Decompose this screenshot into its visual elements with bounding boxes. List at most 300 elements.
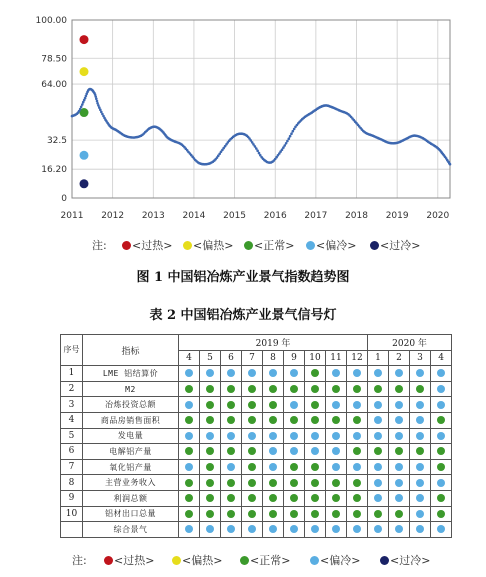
cool-signal-icon [374,463,382,471]
cool-signal-icon [437,401,445,409]
normal-signal-icon [437,494,445,502]
signal-cell [389,444,410,460]
signal-cell [389,506,410,522]
signal-cell [431,366,452,382]
cool-signal-icon [332,401,340,409]
signal-table [60,334,452,538]
normal-signal-icon [437,463,445,471]
cool-signal-icon [248,525,256,533]
signal-cell [326,412,347,428]
signal-cell [221,506,242,522]
normal-signal-icon [206,463,214,471]
normal-signal-icon [395,447,403,455]
cool-signal-icon [311,432,319,440]
series-point [96,100,99,103]
cool-signal-icon [185,369,193,377]
cool-signal-icon [437,369,445,377]
signal-cell [284,381,305,397]
overcool-dot-icon [380,556,389,565]
normal-signal-icon [227,416,235,424]
table-row [61,522,452,538]
cool-signal-icon [374,432,382,440]
cool-signal-icon [416,369,424,377]
cool-signal-icon [374,416,382,424]
x-tick-label: 2019 [385,211,409,221]
signal-cell [431,428,452,444]
normal-signal-icon [248,447,256,455]
signal-cell [284,522,305,538]
signal-cell [242,522,263,538]
indicator-name: 利润总额 [83,490,179,506]
signal-cell [200,490,221,506]
signal-cell [179,506,200,522]
y-tick-label: 32.5 [46,136,67,147]
cool-signal-icon [290,432,298,440]
signal-cell [200,428,221,444]
series-point [289,135,292,138]
signal-cell [305,397,326,413]
signal-cell [347,381,368,397]
signal-cell [263,459,284,475]
signal-cell [179,412,200,428]
normal-signal-icon [227,385,235,393]
cool-signal-icon [395,463,403,471]
signal-cell [431,444,452,460]
y-tick-label: 64.00 [41,80,67,91]
legend-cool [306,237,356,253]
normal-signal-icon [353,385,361,393]
signal-cell [389,397,410,413]
legend-label: 注: [92,239,107,252]
signal-cell [221,428,242,444]
signal-cell [389,428,410,444]
signal-cell [179,522,200,538]
cool-signal-icon [206,369,214,377]
signal-cell [389,475,410,491]
normal-signal-icon [269,401,277,409]
signal-cell [431,506,452,522]
normal-signal-icon [227,401,235,409]
normal-signal-icon [206,385,214,393]
normal-signal-icon [416,385,424,393]
signal-cell [389,412,410,428]
normal-signal-icon [227,510,235,518]
cool-signal-icon [269,432,277,440]
series-point [81,103,84,106]
warm-dot-icon [172,556,181,565]
series-line [72,89,450,164]
signal-cell [284,412,305,428]
normal-signal-icon [353,510,361,518]
indicator-name: M2 [83,381,179,397]
normal-signal-icon [290,416,298,424]
x-tick-label: 2020 [426,211,450,221]
indicator-name: 氧化铝产量 [83,459,179,475]
signal-cell [200,397,221,413]
normal-signal-icon [374,447,382,455]
month-header: 11 [326,350,347,366]
signal-cell [410,475,431,491]
cool-signal-icon [374,479,382,487]
normal-signal-icon [374,510,382,518]
normal-signal-icon [332,479,340,487]
legend-cool [310,552,360,568]
series-point [449,163,452,166]
signal-cell [179,444,200,460]
legend-overcool [380,552,430,568]
table-header-years [61,335,452,351]
legend-normal [240,552,290,568]
cool-signal-icon [311,525,319,533]
row-number: 1 [61,366,83,382]
normal-signal-icon [353,447,361,455]
signal-cell [200,475,221,491]
y-tick-label: 16.20 [41,165,67,176]
cool-signal-icon [248,432,256,440]
x-tick-label: 2014 [182,211,206,221]
cool-signal-icon [206,432,214,440]
signal-cell [305,428,326,444]
y-tick-label: 0 [61,194,67,204]
signal-cell [200,459,221,475]
chart-legend [0,236,486,252]
normal-signal-icon [206,494,214,502]
signal-cell [284,475,305,491]
signal-cell [179,428,200,444]
row-number: 3 [61,397,83,413]
signal-cell [368,459,389,475]
trend-chart [0,0,486,250]
signal-cell [200,444,221,460]
legend-overheat-text: <过热> [132,239,173,252]
table-row [61,459,452,475]
normal-signal-icon [332,494,340,502]
month-header: 4 [431,350,452,366]
cool-signal-icon [395,369,403,377]
signal-cell [284,506,305,522]
series-point [285,142,288,145]
cool-signal-icon [185,432,193,440]
month-header: 5 [200,350,221,366]
row-number: 10 [61,506,83,522]
figure-caption: 图 1 中国铝冶炼产业景气指数趋势图 [136,270,350,285]
overheat-dot-icon [122,241,131,250]
zone-marker-cool [80,151,89,160]
x-tick-label: 2012 [101,211,125,221]
cool-signal-icon [185,463,193,471]
cool-signal-icon [311,447,319,455]
signal-cell [410,412,431,428]
x-tick-label: 2015 [223,211,247,221]
signal-cell [179,490,200,506]
signal-cell [347,490,368,506]
month-header: 8 [263,350,284,366]
cool-signal-icon [374,401,382,409]
cool-signal-icon [290,369,298,377]
signal-cell [200,506,221,522]
cool-signal-icon [395,432,403,440]
row-number: 4 [61,412,83,428]
table-row [61,366,452,382]
cool-signal-icon [353,432,361,440]
cool-signal-icon [395,525,403,533]
cool-signal-icon [416,479,424,487]
signal-cell [263,475,284,491]
series-points [71,88,452,166]
signal-cell [179,459,200,475]
normal-signal-icon [290,510,298,518]
legend-overheat [122,237,172,253]
normal-signal-icon [248,479,256,487]
signal-cell [347,506,368,522]
signal-cell [179,397,200,413]
signal-cell [284,459,305,475]
series-point [255,147,258,150]
cool-signal-icon [416,494,424,502]
signal-cell [284,490,305,506]
row-number: 6 [61,444,83,460]
signal-cell [431,522,452,538]
series-point [283,144,286,147]
cool-signal-icon [437,385,445,393]
cool-signal-icon [290,525,298,533]
signal-cell [242,459,263,475]
signal-cell [326,397,347,413]
normal-signal-icon [311,463,319,471]
cool-signal-icon [395,401,403,409]
normal-signal-icon [248,416,256,424]
signal-cell [326,444,347,460]
normal-signal-icon [185,479,193,487]
signal-cell [347,522,368,538]
x-tick-label: 2013 [141,211,165,221]
indicator-name: 电解铝产量 [83,444,179,460]
cool-signal-icon [395,494,403,502]
signal-cell [263,444,284,460]
row-number: 8 [61,475,83,491]
signal-cell [347,475,368,491]
signal-cell [389,366,410,382]
legend-cool-text: <偏冷> [316,239,357,252]
normal-signal-icon [269,479,277,487]
signal-cell [410,444,431,460]
overcool-dot-icon [370,241,379,250]
signal-cell [200,381,221,397]
legend-normal [244,237,294,253]
y-axis-ticks [36,16,68,204]
cool-signal-icon [269,463,277,471]
normal-signal-icon [290,494,298,502]
normal-signal-icon [248,385,256,393]
normal-signal-icon [311,416,319,424]
indicator-name: LME 铝结算价 [83,366,179,382]
cool-signal-icon [395,479,403,487]
signal-cell [410,522,431,538]
normal-signal-icon [185,416,193,424]
cool-signal-icon [185,401,193,409]
normal-signal-icon [311,401,319,409]
month-header: 10 [305,350,326,366]
signal-cell [221,397,242,413]
cool-signal-icon [332,447,340,455]
cool-signal-icon [227,463,235,471]
x-tick-label: 2011 [60,211,84,221]
signal-cell [179,381,200,397]
signal-cell [242,366,263,382]
signal-cell [368,412,389,428]
signal-cell [410,490,431,506]
series-point [258,152,261,155]
x-tick-label: 2017 [304,211,328,221]
normal-signal-icon [374,385,382,393]
signal-cell [410,506,431,522]
month-header: 4 [179,350,200,366]
table-row [61,490,452,506]
signal-cell [389,381,410,397]
y-tick-label: 78.50 [41,54,67,65]
signal-cell [347,397,368,413]
normal-dot-icon [244,241,253,250]
signal-cell [368,366,389,382]
normal-signal-icon [332,416,340,424]
y-tick-label: 100.00 [35,16,67,26]
zone-marker-overcool [80,179,89,188]
signal-cell [242,475,263,491]
year-header-2020: 2020 年 [368,335,452,351]
signal-cell [410,459,431,475]
signal-cell [284,397,305,413]
cool-signal-icon [332,463,340,471]
signal-cell [179,366,200,382]
signal-cell [326,522,347,538]
cool-signal-icon [206,525,214,533]
signal-cell [305,490,326,506]
normal-signal-icon [206,416,214,424]
x-axis-ticks [61,211,450,221]
indicator-name: 综合景气 [83,522,179,538]
indicator-header: 指标 [83,335,179,366]
row-number: 2 [61,381,83,397]
normal-signal-icon [311,385,319,393]
row-number: 7 [61,459,83,475]
normal-signal-icon [206,447,214,455]
normal-signal-icon [206,401,214,409]
month-header: 7 [242,350,263,366]
signal-cell [179,475,200,491]
normal-signal-icon [227,494,235,502]
legend-overcool [370,237,420,253]
normal-signal-icon [353,494,361,502]
normal-signal-icon [269,494,277,502]
cool-signal-icon [416,525,424,533]
cool-signal-icon [227,432,235,440]
month-header: 3 [410,350,431,366]
row-number: 5 [61,428,83,444]
legend-overheat-text: <过热> [114,554,155,567]
signal-cell [305,522,326,538]
signal-cell [242,506,263,522]
series-point [292,130,295,133]
signal-cell [305,366,326,382]
series-point [290,132,293,135]
normal-signal-icon [269,416,277,424]
normal-signal-icon [248,494,256,502]
signal-cell [347,444,368,460]
signal-cell [368,490,389,506]
normal-signal-icon [206,479,214,487]
legend-warm-text: <偏热> [193,239,234,252]
signal-cell [221,444,242,460]
signal-cell [200,412,221,428]
signal-cell [347,412,368,428]
table-caption: 表 2 中国铝冶炼产业景气信号灯 [149,308,337,323]
cool-signal-icon [437,479,445,487]
month-header: 9 [284,350,305,366]
year-header-2019: 2019 年 [179,335,368,351]
signal-cell [200,522,221,538]
table-row [61,475,452,491]
legend-overcool-text: <过冷> [390,554,431,567]
cool-signal-icon [248,369,256,377]
signal-cell [242,412,263,428]
signal-cell [263,506,284,522]
normal-signal-icon [227,479,235,487]
signal-cell [326,366,347,382]
month-header: 2 [389,350,410,366]
signal-cell [389,459,410,475]
signal-cell [326,428,347,444]
normal-signal-icon [437,510,445,518]
signal-cell [347,428,368,444]
series-point [256,149,259,152]
series-point [94,95,97,98]
cool-signal-icon [353,401,361,409]
signal-cell [242,397,263,413]
signal-cell [305,506,326,522]
signal-cell [347,366,368,382]
signal-cell [263,490,284,506]
normal-signal-icon [353,479,361,487]
normal-signal-icon [353,416,361,424]
legend-normal-text: <正常> [250,554,291,567]
signal-cell [368,506,389,522]
table-row [61,506,452,522]
signal-cell [368,522,389,538]
signal-cell [368,397,389,413]
cool-signal-icon [332,369,340,377]
series-point [95,97,98,100]
normal-signal-icon [185,447,193,455]
legend-warm-text: <偏热> [182,554,223,567]
signal-cell [431,397,452,413]
signal-cell [410,366,431,382]
signal-cell [200,366,221,382]
normal-signal-icon [437,416,445,424]
signal-cell [263,522,284,538]
signal-cell [284,444,305,460]
normal-signal-icon [332,385,340,393]
signal-cell [326,506,347,522]
signal-cell [305,475,326,491]
cool-signal-icon [374,494,382,502]
table-row [61,381,452,397]
indicator-name: 铝材出口总量 [83,506,179,522]
cool-signal-icon [353,525,361,533]
indicator-name: 主营业务收入 [83,475,179,491]
signal-cell [305,412,326,428]
normal-signal-icon [290,385,298,393]
signal-cell [410,397,431,413]
